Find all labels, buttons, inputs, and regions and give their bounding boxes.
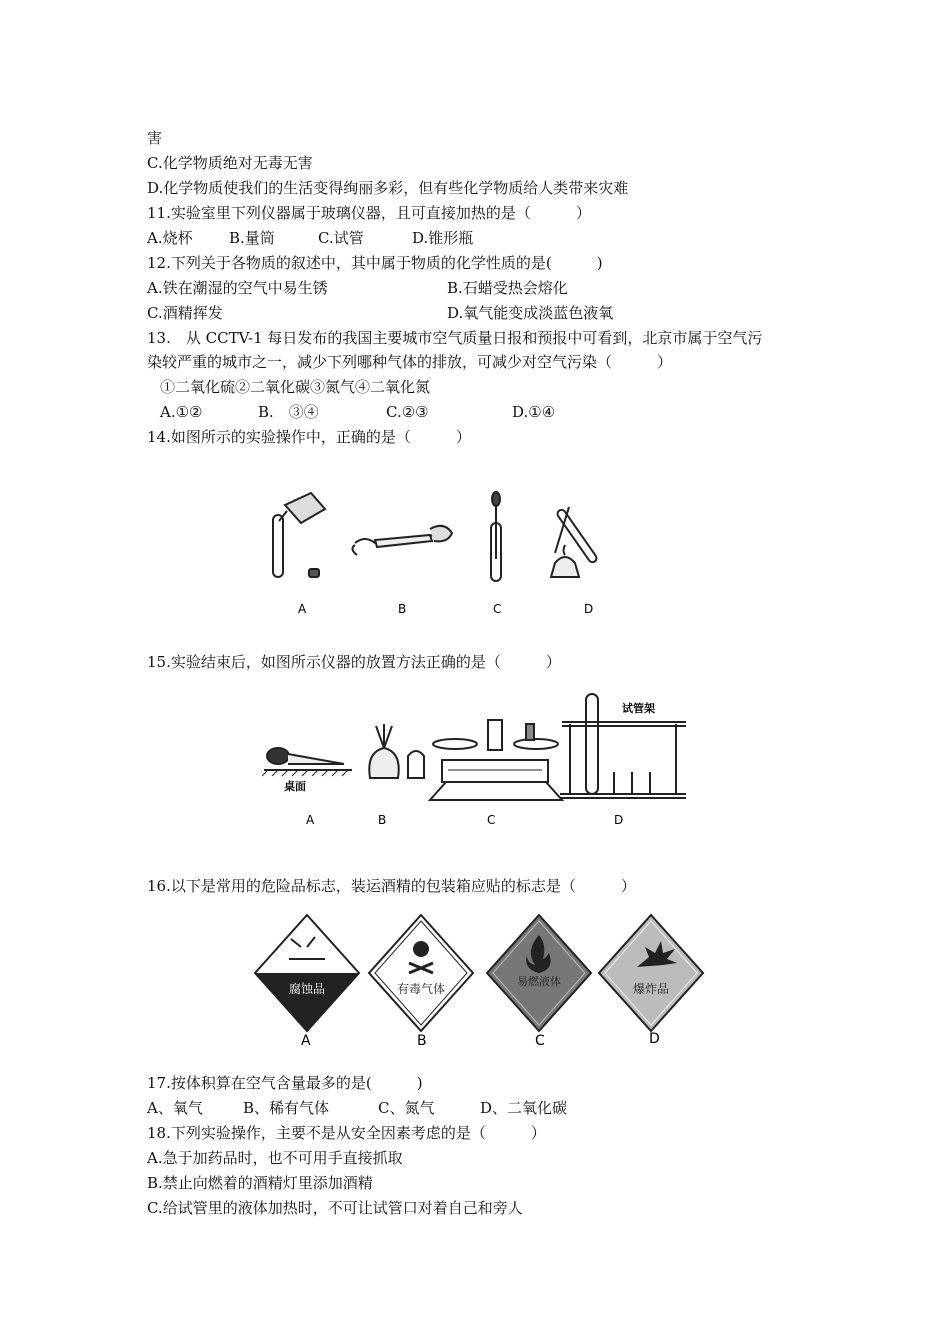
q12-option-a: A.铁在潮湿的空气中易生锈: [147, 279, 328, 297]
q11-option-c: C.试管: [318, 229, 364, 247]
q11-option-d: D.锥形瓶: [412, 229, 474, 247]
hazard-sign-b-text: 有毒气体: [396, 982, 446, 996]
question-14: 14.如图所示的实验操作中，正确的是（ ）: [147, 428, 471, 446]
hazard-sign-d: [599, 915, 703, 1031]
fig15-label-d: D: [614, 813, 624, 827]
q18-option-b: B.禁止向燃着的酒精灯里添加酒精: [147, 1174, 373, 1192]
hazard-sign-a-text: 腐蚀品: [288, 982, 326, 996]
hazard-sign-b: [369, 915, 473, 1031]
question-11: 11.实验室里下列仪器属于玻璃仪器，且可直接加热的是（ ）: [147, 204, 591, 222]
fig15-label-a: A: [306, 813, 315, 827]
fig14-label-b: B: [398, 602, 407, 616]
hazard-sign-c-text: 易燃液体: [517, 975, 561, 988]
question-12: 12.下列关于各物质的叙述中，其中属于物质的化学性质的是( ): [147, 254, 603, 272]
q17-option-a: A、氧气: [147, 1099, 203, 1117]
fig15-desk-label: 桌面: [284, 780, 306, 793]
fig16-label-a: A: [301, 1033, 311, 1049]
q18-option-a: A.急于加药品时，也不可用手直接抓取: [147, 1149, 403, 1167]
hazard-sign-a: [255, 915, 359, 1031]
hazard-sign-c: [487, 915, 591, 1031]
fig15-label-c: C: [487, 813, 496, 827]
q17-option-b: B、稀有气体: [243, 1099, 330, 1117]
q18-option-c: C.给试管里的液体加热时，不可让试管口对着自己和旁人: [147, 1199, 523, 1217]
q13-option-d: D.①④: [512, 403, 556, 421]
fig14-label-d: D: [584, 602, 594, 616]
fig15-a-image: [262, 748, 352, 776]
fig15-rack-label: 试管架: [622, 702, 655, 715]
fig14-a-image: [273, 493, 325, 577]
question-13: 13. 从 CCTV-1 每日发布的我国主要城市空气质量日报和预报中可看到，北京市属于空气污: [147, 329, 763, 347]
option-d-continued: D.化学物质使我们的生活变得绚丽多彩，但有些化学物质给人类带来灾难: [147, 179, 629, 197]
figure-14: [255, 485, 655, 620]
fig15-label-b: B: [378, 813, 387, 827]
fig15-c-image: [430, 720, 562, 800]
fig16-label-d: D: [649, 1031, 660, 1047]
fig14-label-c: C: [493, 602, 502, 616]
q13-option-c: C.②③: [386, 403, 429, 421]
q17-option-d: D、二氧化碳: [480, 1099, 568, 1117]
fig14-d-image: [551, 507, 598, 577]
q13-option-b: B. ③④: [258, 403, 319, 421]
option-c-continued: C.化学物质绝对无毒无害: [147, 154, 313, 172]
question-15: 15.实验结束后，如图所示仪器的放置方法正确的是（ ）: [147, 653, 561, 671]
q11-option-b: B.量筒: [229, 229, 275, 247]
fig14-c-image: [491, 492, 501, 581]
q13-option-a: A.①②: [160, 403, 203, 421]
question-17: 17.按体积算在空气含量最多的是( ): [147, 1074, 423, 1092]
fig16-label-c: C: [535, 1033, 545, 1049]
fig15-b-image: [369, 724, 424, 778]
question-13-cont: 染较严重的城市之一，减少下列哪种气体的排放，可减少对空气污染（ ）: [147, 353, 673, 371]
q11-option-a: A.烧杯: [147, 229, 193, 247]
hazard-sign-d-text: 爆炸品: [632, 982, 670, 996]
question-13-items: ①二氧化硫②二氧化碳③氮气④二氧化氮: [160, 378, 431, 396]
question-18: 18.下列实验操作，主要不是从安全因素考虑的是（ ）: [147, 1124, 546, 1142]
text-line: 害: [147, 129, 163, 147]
question-16: 16.以下是常用的危险品标志，装运酒精的包装箱应贴的标志是（ ）: [147, 877, 636, 895]
figure-15: [262, 690, 702, 830]
fig16-label-b: B: [417, 1033, 427, 1049]
q17-option-c: C、氮气: [378, 1099, 435, 1117]
fig14-label-a: A: [298, 602, 307, 616]
q12-option-b: B.石蜡受热会熔化: [447, 279, 568, 297]
q12-option-c: C.酒精挥发: [147, 304, 223, 322]
figure-16: [245, 905, 715, 1055]
q12-option-d: D.氧气能变成淡蓝色液氧: [447, 304, 614, 322]
fig14-b-image: [352, 526, 452, 555]
